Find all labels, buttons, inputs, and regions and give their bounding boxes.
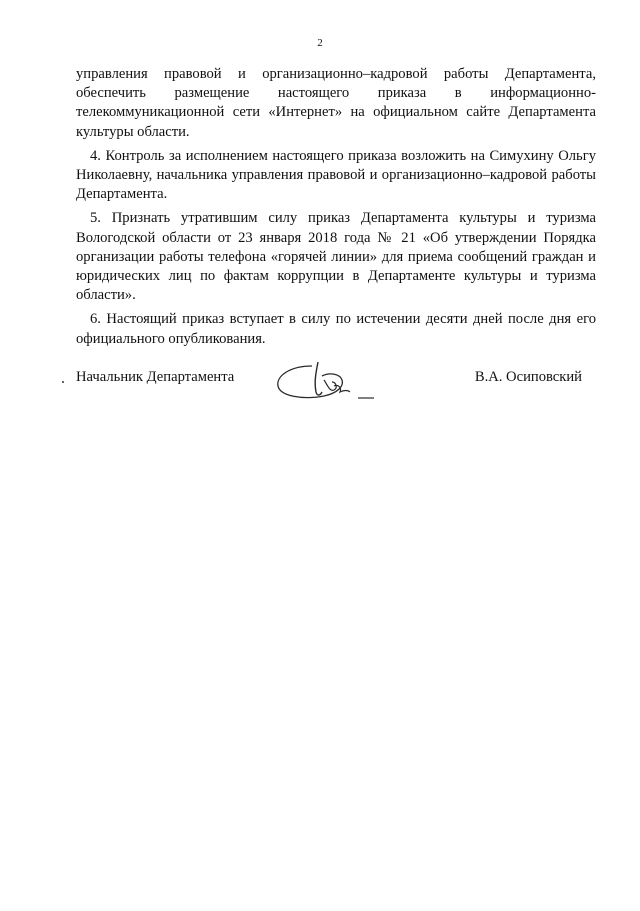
paragraph-continuation: управления правовой и организационно–кадровой работы Департамента, обеспечить размещение настоящего приказа в информационно-телекоммуникационной сети «Интернет» на официальном сайте Департамента культуры области. [76,66,596,140]
paragraph-item-4: 4. Контроль за исполнением настоящего приказа возложить на Симухину Ольгу Николаевну, начальника управления правовой и организационно–кадровой работы Департамента. [76,147,596,203]
paragraph-item-5: 5. Признать утратившим силу приказ Департамента культуры и туризма Вологодской области от 23 января 2018 года № 21 «Об утверждении Порядка организации работы телефона «горячей линии» для приема сообщений граждан и юридических лиц по фактам коррупции в Департаменте культуры и туризма области». [76,210,596,304]
handwritten-signature [272,356,382,404]
paragraph-item-6: 6. Настоящий приказ вступает в силу по истечении десяти дней после дня его официального опубликования. [76,311,596,347]
page-number: 2 [317,37,323,49]
signature-block [76,362,596,402]
signatory-name: В.А. Осиповский [474,369,582,385]
document-body [76,65,596,354]
signatory-position: Начальник Департамента [76,369,235,385]
scan-artifact-dot [62,381,64,383]
